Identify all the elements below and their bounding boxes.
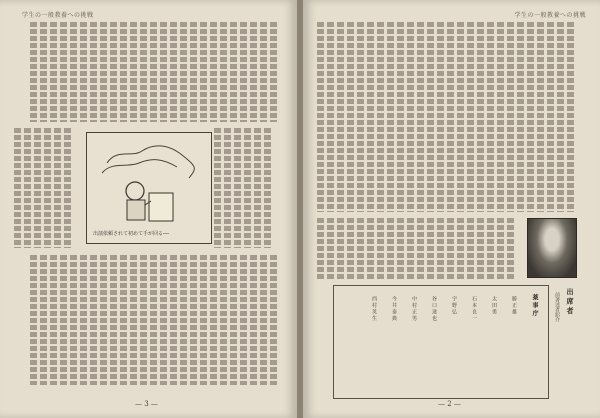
right-page: [303, 0, 600, 418]
participants-box: [333, 285, 549, 399]
left-page: [0, 0, 297, 418]
running-head-right: 学生の一般教養への挑戦: [514, 12, 586, 19]
text-columns-top-left: [30, 22, 278, 122]
text-columns-top-right: [317, 22, 575, 212]
participant-line: 中 村 正 男: [411, 296, 417, 321]
page-number-right: — 2 —: [438, 400, 461, 408]
box-header: 薬 事 庁: [531, 294, 538, 317]
author-title: 出 席 者: [566, 288, 575, 314]
participant-line: 谷 口 達 也: [431, 296, 437, 321]
participant-line: 宇 野 弘: [451, 296, 457, 315]
participant-line: 太 田 勇: [491, 296, 497, 315]
text-columns-middle-right: [214, 128, 280, 248]
author-photo: [527, 218, 577, 278]
cartoon-illustration: [86, 132, 212, 244]
page-number-left: — 3 —: [135, 400, 158, 408]
author-subtitle: 前著述者紹介: [554, 292, 560, 322]
text-columns-middle: [317, 218, 517, 280]
cartoon-caption: 出演依頼されて初めて手が回る──: [93, 231, 170, 237]
text-columns-bottom-left: [30, 255, 278, 385]
participant-line: 今 井 泰 典: [391, 296, 397, 321]
running-head-left: 学生の一般教養への挑戦: [22, 12, 94, 19]
text-columns-middle-left: [14, 128, 80, 248]
participant-line: 石 本 良 一: [471, 296, 477, 321]
participant-line: 西 村 英 生: [371, 296, 377, 321]
participant-line: 勝 正 雄: [511, 296, 517, 315]
